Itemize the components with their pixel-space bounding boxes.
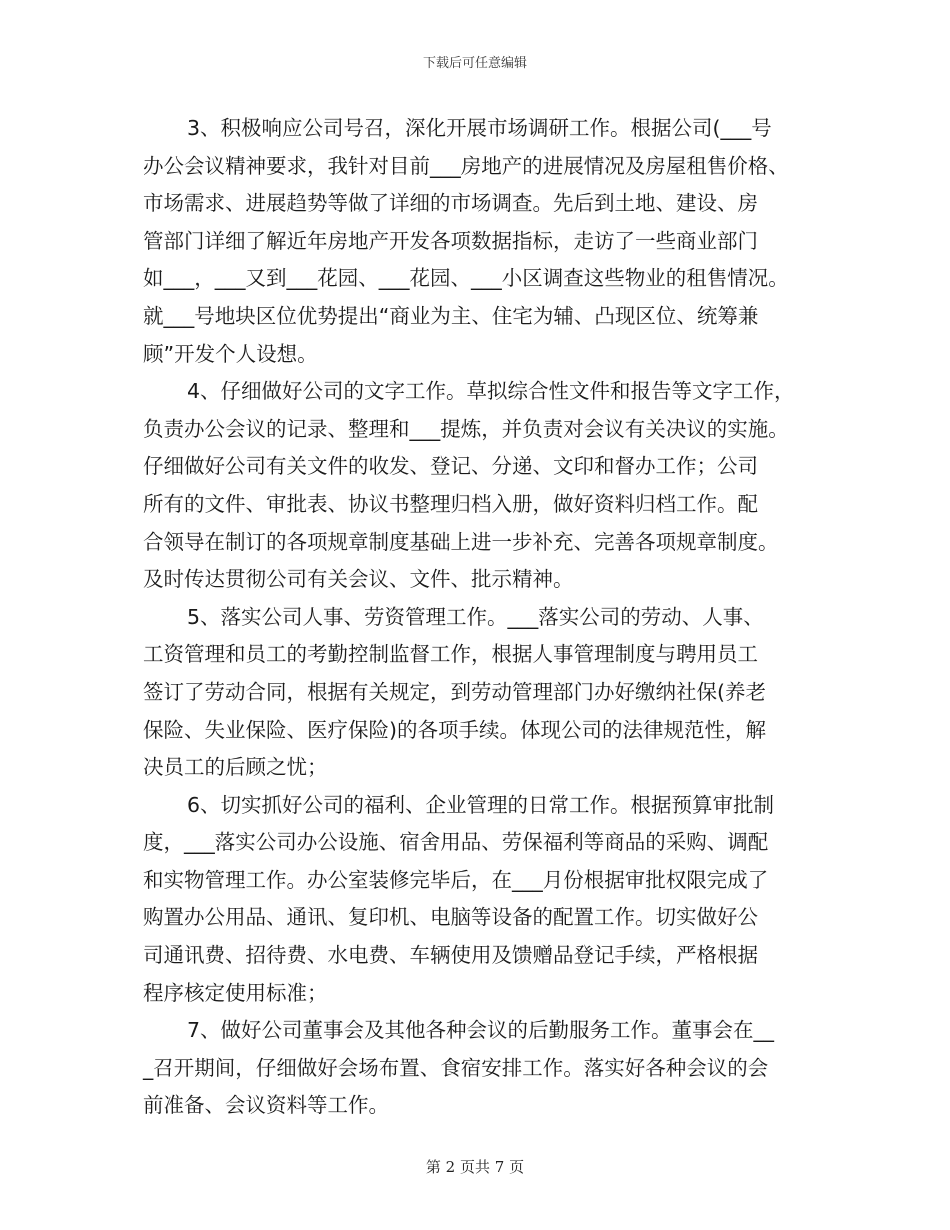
text-line: 所有的文件、审批表、协议书整理归档入册，做好资料归档工作。配: [143, 491, 758, 516]
text-line: 管部门详细了解近年房地产开发各项数据指标，走访了一些商业部门: [143, 228, 758, 253]
text-line: 购置办公用品、通讯、复印机、电脑等设备的配置工作。切实做好公: [143, 905, 758, 930]
text-line: 顾”开发个人设想。: [143, 341, 318, 366]
paragraph-7: [143, 1012, 823, 1125]
paragraph-6: [143, 787, 823, 1013]
text-line: 工资管理和员工的考勤控制监督工作，根据人事管理制度与聘用员工: [143, 642, 758, 667]
page-header: 下载后可任意编辑: [422, 56, 527, 71]
text-line: 就___号地块区位优势提出“商业为主、住宅为辅、凸现区位、统筹兼: [143, 303, 759, 328]
text-line: 4、仔细做好公司的文字工作。草拟综合性文件和报告等文字工作，: [187, 379, 795, 404]
text-line: 仔细做好公司有关文件的收发、登记、分递、文印和督办工作；公司: [143, 454, 758, 479]
text-line: 6、切实抓好公司的福利、企业管理的日常工作。根据预算审批制: [187, 792, 775, 817]
text-line: 度，___落实公司办公设施、宿舍用品、劳保福利等商品的采购、调配: [143, 830, 769, 855]
text-line: 签订了劳动合同，根据有关规定，到劳动管理部门办好缴纳社保(养老: [143, 679, 766, 704]
text-line: 办公会议精神要求，我针对目前___房地产的进展情况及房屋租售价格、: [143, 153, 789, 178]
text-line: 3、积极响应公司号召，深化开展市场调研工作。根据公司(___号: [187, 116, 772, 140]
paragraph-5: [143, 599, 823, 787]
text-line: 前准备、会议资料等工作。: [143, 1093, 389, 1118]
paragraph-3: [143, 110, 823, 373]
paragraph-4: [143, 373, 823, 599]
text-line: 如___，___又到___花园、___花园、___小区调查这些物业的租售情况。: [143, 266, 789, 291]
text-line: 保险、失业保险、医疗保险)的各项手续。体现公司的法律规范性，解: [143, 717, 766, 742]
page-number: 第 2 页共 7 页: [425, 1158, 525, 1176]
text-line: 和实物管理工作。办公室装修完毕后，在___月份根据审批权限完成了: [143, 867, 769, 892]
text-line: 5、落实公司人事、劳资管理工作。___落实公司的劳动、人事、: [187, 604, 764, 629]
text-line: 合领导在制订的各项规章制度基础上进一步补充、完善各项规章制度。: [143, 529, 779, 554]
text-line: 程序核定使用标准；: [143, 980, 328, 1005]
text-line: 司通讯费、招待费、水电费、车辆使用及馈赠品登记手续，严格根据: [143, 943, 758, 968]
text-line: 7、做好公司董事会及其他各种会议的后勤服务工作。董事会在__: [187, 1018, 775, 1043]
text-line: 市场需求、进展趋势等做了详细的市场调查。先后到土地、建设、房: [143, 191, 758, 216]
text-line: 及时传达贯彻公司有关会议、文件、批示精神。: [143, 567, 574, 592]
text-line: _召开期间，仔细做好会场布置、食宿安排工作。落实好各种会议的会: [143, 1055, 769, 1080]
text-line: 决员工的后顾之忧；: [143, 755, 328, 780]
document-body: [143, 110, 823, 1125]
text-line: 负责办公会议的记录、整理和___提炼，并负责对会议有关决议的实施。: [143, 416, 789, 441]
